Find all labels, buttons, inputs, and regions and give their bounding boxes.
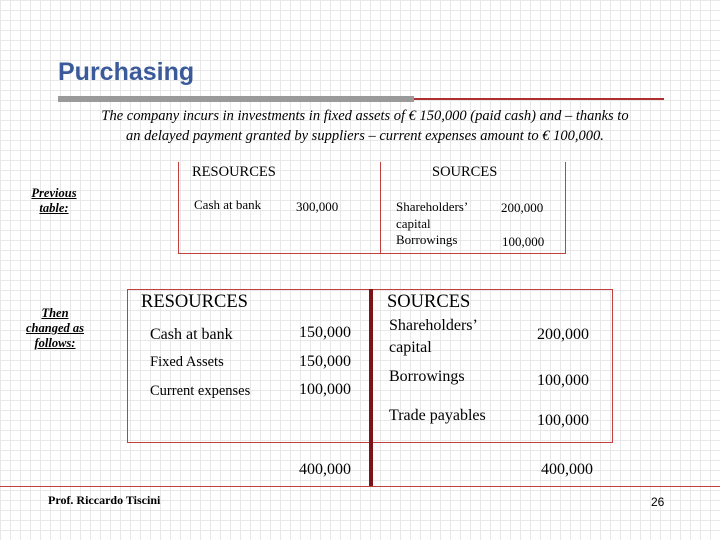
previous-borrowings-value: 100,000: [502, 234, 545, 249]
changed-shareholders-line-1: Shareholders’: [389, 317, 478, 334]
page-title: Purchasing: [58, 58, 195, 86]
changed-table-divider: [369, 289, 373, 487]
previous-shareholders-line-2: capital: [396, 216, 431, 231]
previous-shareholders-label: [396, 198, 468, 232]
changed-current-expenses-value: 100,000: [299, 381, 351, 398]
changed-shareholders-line-2: capital: [389, 339, 432, 356]
changed-cash-value: 150,000: [299, 324, 351, 341]
total-sources: 400,000: [541, 461, 593, 478]
previous-label: [22, 186, 86, 216]
changed-trade-payables-label: Trade payables: [389, 407, 486, 424]
changed-trade-payables-value: 100,000: [537, 412, 589, 429]
changed-fixed-assets-label: Fixed Assets: [150, 354, 224, 370]
changed-cash-label: Cash at bank: [150, 326, 233, 343]
changed-resources-header: RESOURCES: [141, 292, 248, 312]
title-underline-gray: [58, 96, 414, 102]
intro-line-1: The company incurs in investments in fixed assets of € 150,000 (paid cash) and – thanks to: [101, 108, 629, 124]
changed-label: [18, 306, 92, 351]
previous-label-line-1: Previous: [31, 186, 77, 200]
changed-shareholders-value: 200,000: [537, 326, 589, 343]
changed-current-expenses-label: Current expenses: [150, 383, 251, 399]
previous-shareholders-line-1: Shareholders’: [396, 199, 469, 214]
page-number: 26: [651, 495, 665, 509]
changed-borrowings-value: 100,000: [537, 372, 589, 389]
changed-label-line-1: Then: [41, 306, 69, 320]
title-underline-red: [414, 98, 664, 100]
changed-label-line-2: changed as: [26, 321, 84, 335]
previous-shareholders-value: 200,000: [501, 200, 544, 215]
previous-sources-header: SOURCES: [432, 164, 498, 180]
footer-author: Prof. Riccardo Tiscini: [48, 493, 161, 507]
previous-cash-value: 300,000: [296, 199, 339, 214]
changed-label-line-3: follows:: [34, 336, 76, 350]
changed-borrowings-label: Borrowings: [389, 368, 465, 385]
previous-table-divider: [380, 162, 381, 254]
changed-fixed-assets-value: 150,000: [299, 353, 351, 370]
previous-resources-header: RESOURCES: [192, 164, 276, 180]
previous-label-line-2: table:: [39, 201, 69, 215]
footer-rule: [0, 486, 720, 487]
total-resources: 400,000: [299, 461, 351, 478]
previous-table-bottom: [178, 253, 565, 254]
previous-cash-label: Cash at bank: [194, 197, 262, 212]
intro-text: [60, 106, 670, 146]
changed-shareholders-label: [389, 315, 478, 359]
previous-borrowings-label: Borrowings: [396, 232, 458, 247]
changed-sources-header: SOURCES: [387, 292, 471, 312]
intro-line-2: an delayed payment granted by suppliers – current expenses amount to € 100,000.: [126, 128, 604, 144]
